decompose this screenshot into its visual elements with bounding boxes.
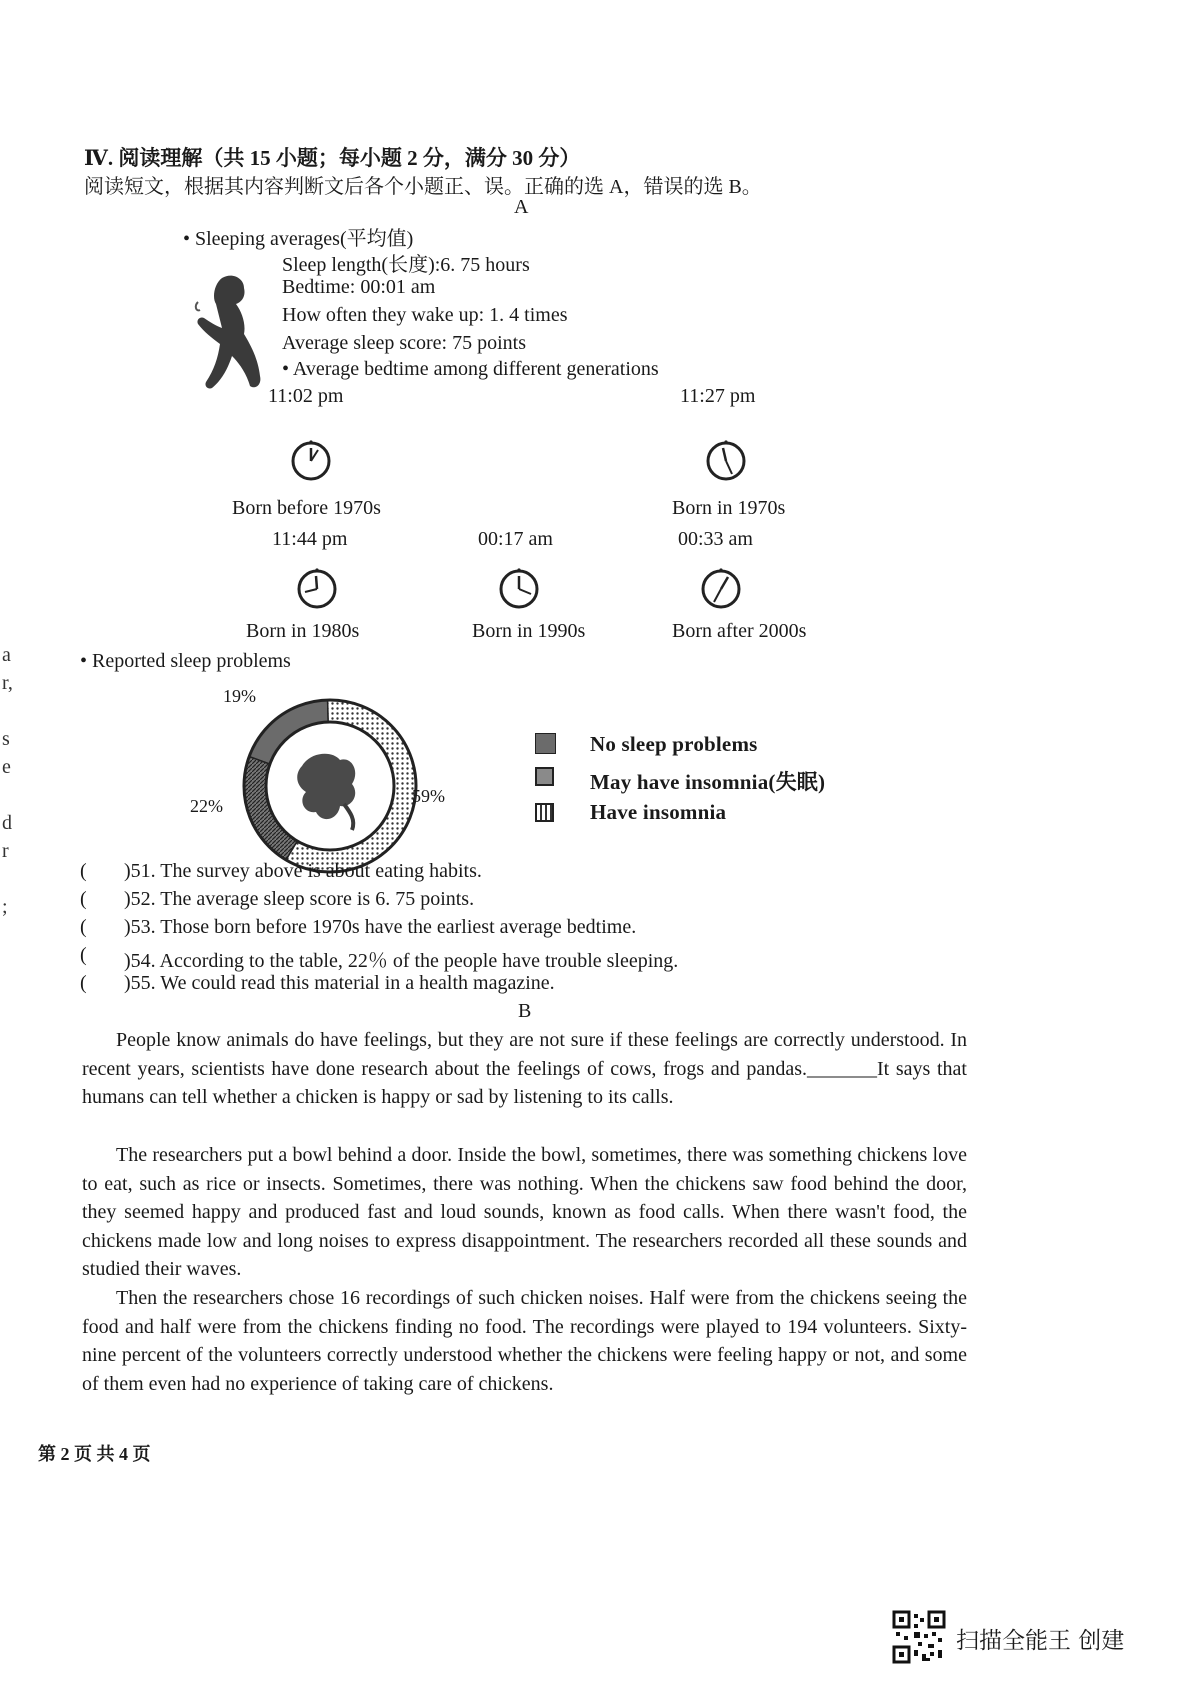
generations-title: • Average bedtime among different generations bbox=[282, 358, 659, 380]
clock-time-1970s: 11:27 pm bbox=[680, 385, 756, 407]
legend-swatch-no-problems bbox=[535, 733, 556, 754]
margin-fragment: r, bbox=[2, 672, 13, 694]
clock-time-1990s: 00:17 am bbox=[478, 528, 553, 550]
clock-label-1970s: Born in 1970s bbox=[672, 497, 786, 519]
clock-label-after-2000s: Born after 2000s bbox=[672, 620, 807, 642]
clock-icon bbox=[498, 568, 540, 610]
legend-no-problems: No sleep problems bbox=[590, 732, 758, 756]
pie-label-have-insomnia: 19% bbox=[223, 686, 256, 706]
clock-label-1990s: Born in 1990s bbox=[472, 620, 586, 642]
passage-paragraph bbox=[82, 1026, 967, 1112]
question-55: )55. We could read this material in a health magazine. bbox=[124, 972, 555, 994]
legend-have-insomnia: Have insomnia bbox=[590, 800, 727, 824]
paragraph-text: Then the researchers chose 16 recordings of such chicken noises. Half were from the chickens seeing the food and half were from the chickens finding no food. The recordings were played to 194 volunteers. Sixty-nine percent of the volunteers correctly understood whether the chickens were feeling happy or not, and some of them even had no experience of taking care of chickens. bbox=[82, 1287, 967, 1395]
clock-time-1980s: 11:44 pm bbox=[272, 528, 348, 550]
clock-time-before-1970s: 11:02 pm bbox=[268, 385, 344, 407]
clock-icon bbox=[700, 568, 742, 610]
question-paren[interactable]: ( bbox=[80, 972, 87, 994]
clock-time-after-2000s: 00:33 am bbox=[678, 528, 753, 550]
bedtime: Bedtime: 00:01 am bbox=[282, 276, 436, 298]
question-52: )52. The average sleep score is 6. 75 points. bbox=[124, 888, 475, 910]
margin-fragment: r bbox=[2, 840, 9, 862]
pie-label-no-problems: 59% bbox=[412, 786, 445, 806]
sleeping-person-icon bbox=[188, 272, 268, 394]
question-paren[interactable]: ( bbox=[80, 916, 87, 938]
paragraph-text: The researchers put a bowl behind a door. Inside the bowl, sometimes, there was something chickens love to eat, such as rice or insects. Sometimes, there was nothing. When the chickens saw food behind the door, they seemed happy and produced fast and loud sounds, known as food calls. When there wasn't food, the chickens made low and long noises to express disappointment. The researchers recorded all these sounds and studied their waves. bbox=[82, 1144, 967, 1281]
margin-fragment: d bbox=[2, 812, 12, 834]
legend-swatch-may-have-insomnia bbox=[535, 767, 554, 786]
sleep-problems-title: • Reported sleep problems bbox=[80, 650, 291, 672]
margin-fragment: s bbox=[2, 728, 10, 750]
margin-fragment: a bbox=[2, 644, 11, 666]
clock-label-before-1970s: Born before 1970s bbox=[232, 497, 381, 519]
pie-label-may-have-insomnia: 22% bbox=[190, 796, 223, 816]
legend-swatch-have-insomnia bbox=[535, 803, 554, 822]
section-b-label: B bbox=[518, 1000, 532, 1022]
sleep-problems-chart bbox=[240, 696, 420, 876]
passage-paragraph bbox=[82, 1284, 967, 1398]
clock-icon bbox=[296, 568, 338, 610]
sleep-score: Average sleep score: 75 points bbox=[282, 332, 526, 354]
margin-fragment: e bbox=[2, 756, 11, 778]
section-heading: Ⅳ. 阅读理解（共 15 小题；每小题 2 分，满分 30 分） bbox=[84, 146, 581, 170]
section-a-label: A bbox=[514, 196, 529, 218]
question-paren[interactable]: ( bbox=[80, 888, 87, 910]
question-paren[interactable]: ( bbox=[80, 860, 87, 882]
question-53: )53. Those born before 1970s have the earliest average bedtime. bbox=[124, 916, 637, 938]
sleeping-averages-title: • Sleeping averages(平均值) bbox=[183, 228, 414, 250]
clock-label-1980s: Born in 1980s bbox=[246, 620, 360, 642]
scanner-watermark-text: 扫描全能王 创建 bbox=[956, 1628, 1125, 1654]
question-51: )51. The survey above is about eating habits. bbox=[124, 860, 482, 882]
qr-code-icon bbox=[892, 1610, 946, 1664]
question-54: )54. According to the table, 22％ of the people have trouble sleeping. bbox=[124, 950, 679, 972]
sleep-length: Sleep length(长度):6. 75 hours bbox=[282, 254, 530, 276]
legend-may-have-insomnia: May have insomnia(失眠) bbox=[590, 770, 826, 794]
question-paren[interactable]: ( bbox=[80, 944, 87, 966]
page-number: 第 2 页 共 4 页 bbox=[38, 1444, 151, 1464]
margin-fragment: ; bbox=[2, 896, 8, 918]
passage-paragraph bbox=[82, 1141, 967, 1284]
clock-icon bbox=[290, 440, 332, 482]
instructions: 阅读短文，根据其内容判断文后各个小题正、误。正确的选 A，错误的选 B。 bbox=[84, 176, 762, 198]
clock-icon bbox=[705, 440, 747, 482]
paragraph-text: People know animals do have feelings, but they are not sure if these feelings are correctly understood. In recent years, scientists have done research about the feelings of cows, frogs and pandas._______It says that humans can tell whether a chicken is happy or sad by listening to its calls. bbox=[82, 1029, 967, 1109]
wake-frequency: How often they wake up: 1. 4 times bbox=[282, 304, 568, 326]
